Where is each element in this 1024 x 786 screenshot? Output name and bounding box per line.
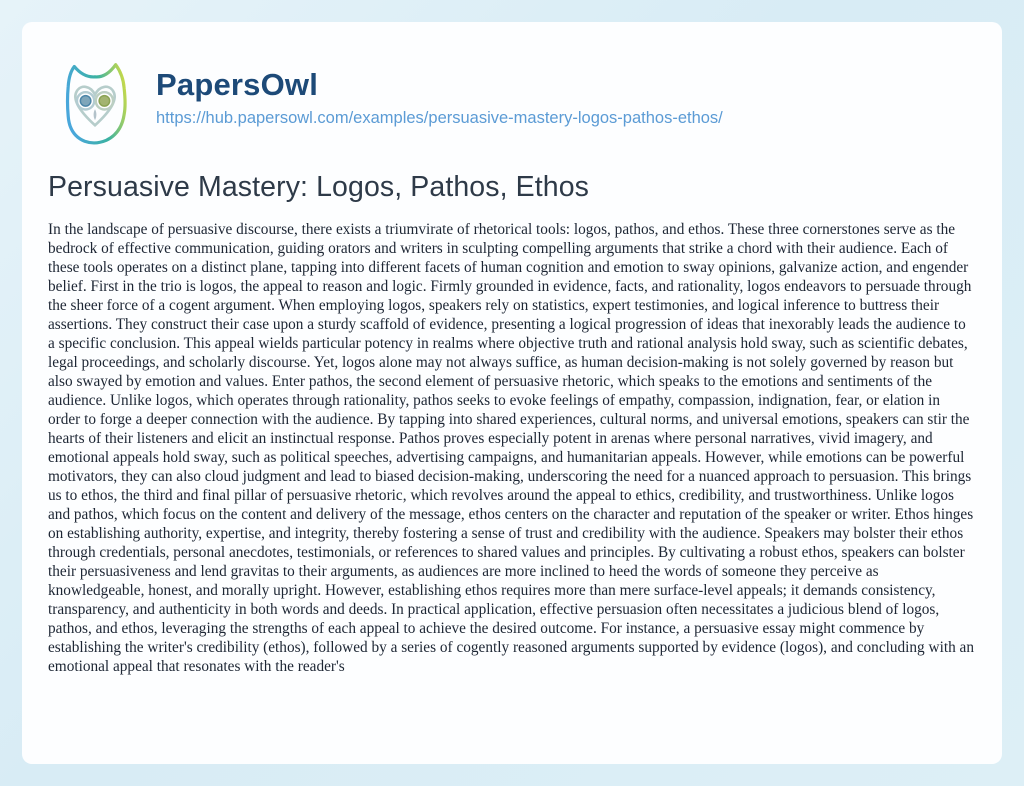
article-title: Persuasive Mastery: Logos, Pathos, Ethos [48,171,590,203]
brand-title: PapersOwl [156,67,319,102]
owl-logo-icon [48,56,142,156]
header-text [156,56,723,128]
site-header [48,56,976,156]
content-card [22,22,1002,764]
article-body: In the landscape of persuasive discourse, there exists a triumvirate of rhetorical tools: logos, pathos, and ethos. These three cornerstones serve as the bedrock of effective communication, guiding orators and writers in sculpting compelling arguments that strike a chord with their audience. Each of these tools operates on a distinct plane, tapping into different facets of human cognition and emotion to sway opinions, galvanize action, and engender belief. First in the trio is logos, the appeal to reason and logic. Firmly grounded in evidence, facts, and rationality, logos endeavors to persuade through the sheer force of a cogent argument. When employing logos, speakers rely on statistics, expert testimonies, and logical inference to buttress their assertions. They construct their case upon a sturdy scaffold of evidence, presenting a logical progression of ideas that inexorably leads the audience to a specific conclusion. This appeal wields particular potency in realms where objective truth and rational analysis hold sway, such as scientific debates, legal proceedings, and scholarly discourse. Yet, logos alone may not always suffice, as human decision-making is not solely governed by reason but also swayed by emotion and values. Enter pathos, the second element of persuasive rhetoric, which speaks to the emotions and sentiments of the audience. Unlike logos, which operates through rationality, pathos seeks to evoke feelings of empathy, compassion, indignation, fear, or elation in order to forge a deeper connection with the audience. By tapping into shared experiences, cultural norms, and universal emotions, speakers can stir the hearts of their listeners and elicit an instinctual response. Pathos proves especially potent in arenas where personal narratives, vivid imagery, and emotional appeals hold sway, such as political speeches, advertising campaigns, and humanitarian appeals. However, while emotions can be powerful motivators, they can also cloud judgment and lead to biased decision-making, underscoring the need for a nuanced approach to persuasion. This brings us to ethos, the third and final pillar of persuasive rhetoric, which revolves around the appeal to ethics, credibility, and trustworthiness. Unlike logos and pathos, which focus on the content and delivery of the message, ethos centers on the character and reputation of the speaker or writer. Ethos hinges on establishing authority, expertise, and integrity, thereby fostering a sense of trust and credibility with the audience. Speakers may bolster their ethos through credentials, personal anecdotes, testimonials, or references to shared values and principles. By cultivating a robust ethos, speakers can bolster their persuasiveness and lend gravitas to their arguments, as audiences are more inclined to heed the words of someone they perceive as knowledgeable, honest, and morally upright. However, establishing ethos requires more than mere surface-level appeals; it demands consistency, transparency, and authenticity in both words and deeds. In practical application, effective persuasion often necessitates a judicious blend of logos, pathos, and ethos, leveraging the strengths of each appeal to achieve the desired outcome. For instance, a persuasive essay might commence by establishing the writer's credibility (ethos), followed by a series of cogently reasoned arguments supported by evidence (logos), and concluding with an emotional appeal that resonates with the reader's [48,221,974,676]
page-url-link[interactable]: https://hub.papersowl.com/examples/persuasive-mastery-logos-pathos-ethos/ [156,109,723,128]
